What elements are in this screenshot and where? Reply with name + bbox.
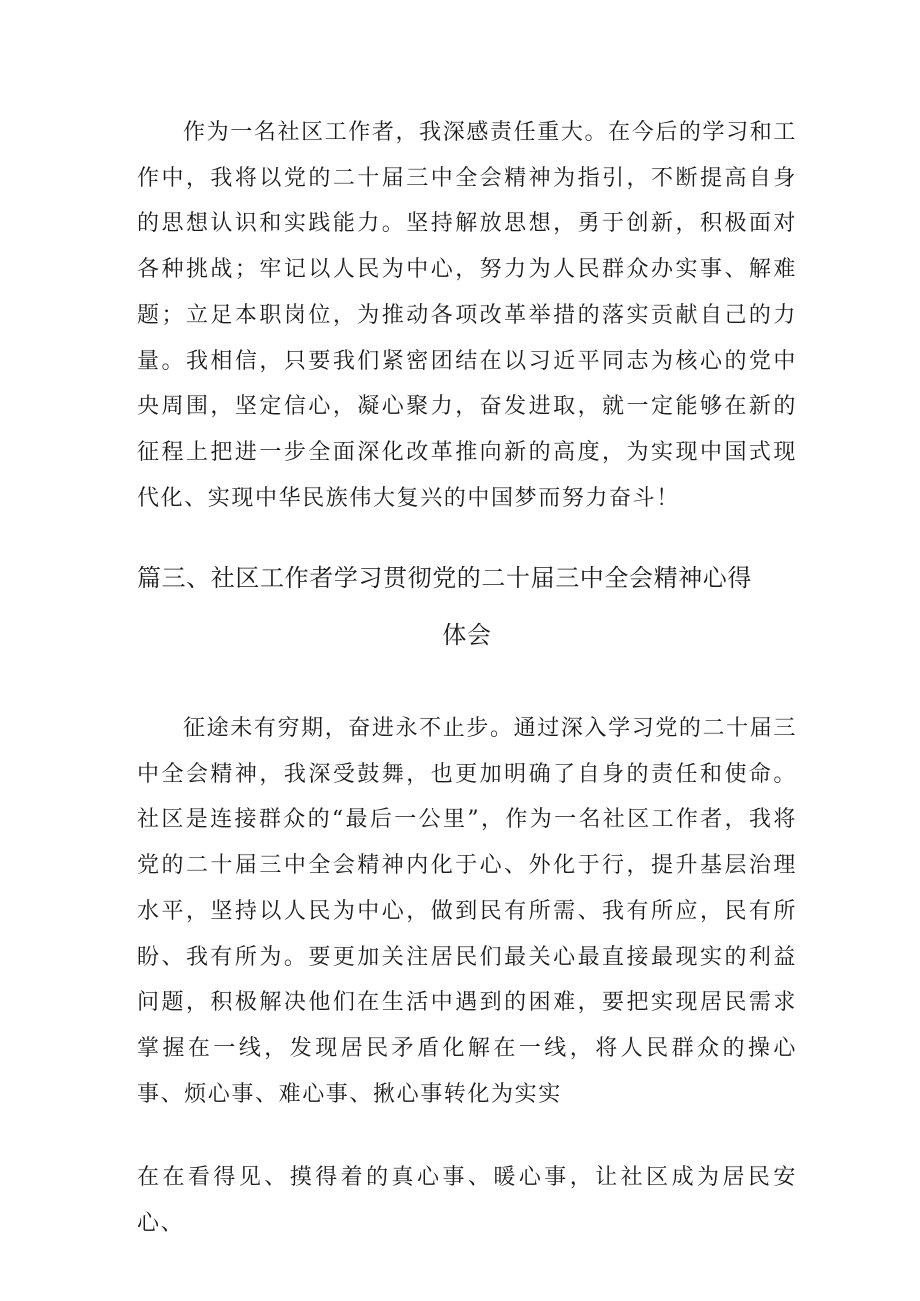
section-heading <box>137 563 797 663</box>
section-heading-line-2: 体会 <box>442 621 492 649</box>
section-heading-line-1: 篇三、社区工作者学习贯彻党的二十届三中全会精神心得 <box>137 564 752 592</box>
body-paragraph-3: 在在看得见、摸得着的真心事、暖心事，让社区成为居民安心、 <box>137 1165 797 1236</box>
body-paragraph-2: 征途未有穷期，奋进永不止步。通过深入学习党的二十届三中全会精神，我深受鼓舞，也更加明确了自身的责任和使命。社区是连接群众的“最后一公里”，作为一名社区工作者，我将党的二十届三中全会精神内化于心、外化于行，提升基层治理水平，坚持以人民为中心，做到民有所需、我有所应，民有所盼、我有所为。要更加关注居民们最关心最直接最现实的利益问题，积极解决他们在生活中遇到的困难，要把实现居民需求掌握在一线，发现居民矛盾化解在一线，将人民群众的操心事、烦心事、难心事、揪心事转化为实实 <box>137 716 797 1107</box>
body-paragraph-1: 作为一名社区工作者，我深感责任重大。在今后的学习和工作中，我将以党的二十届三中全会精神为指引，不断提高自身的思想认识和实践能力。坚持解放思想，勇于创新，积极面对各种挑战；牢记以人民为中心，努力为人民群众办实事、解难题；立足本职岗位，为推动各项改革举措的落实贡献自己的力量。我相信，只要我们紧密团结在以习近平同志为核心的党中央周围，坚定信心，凝心聚力，奋发进取，就一定能够在新的征程上把进一步全面深化改革推向新的高度，为实现中国式现代化、实现中华民族伟大复兴的中国梦而努力奋斗！ <box>137 120 797 511</box>
